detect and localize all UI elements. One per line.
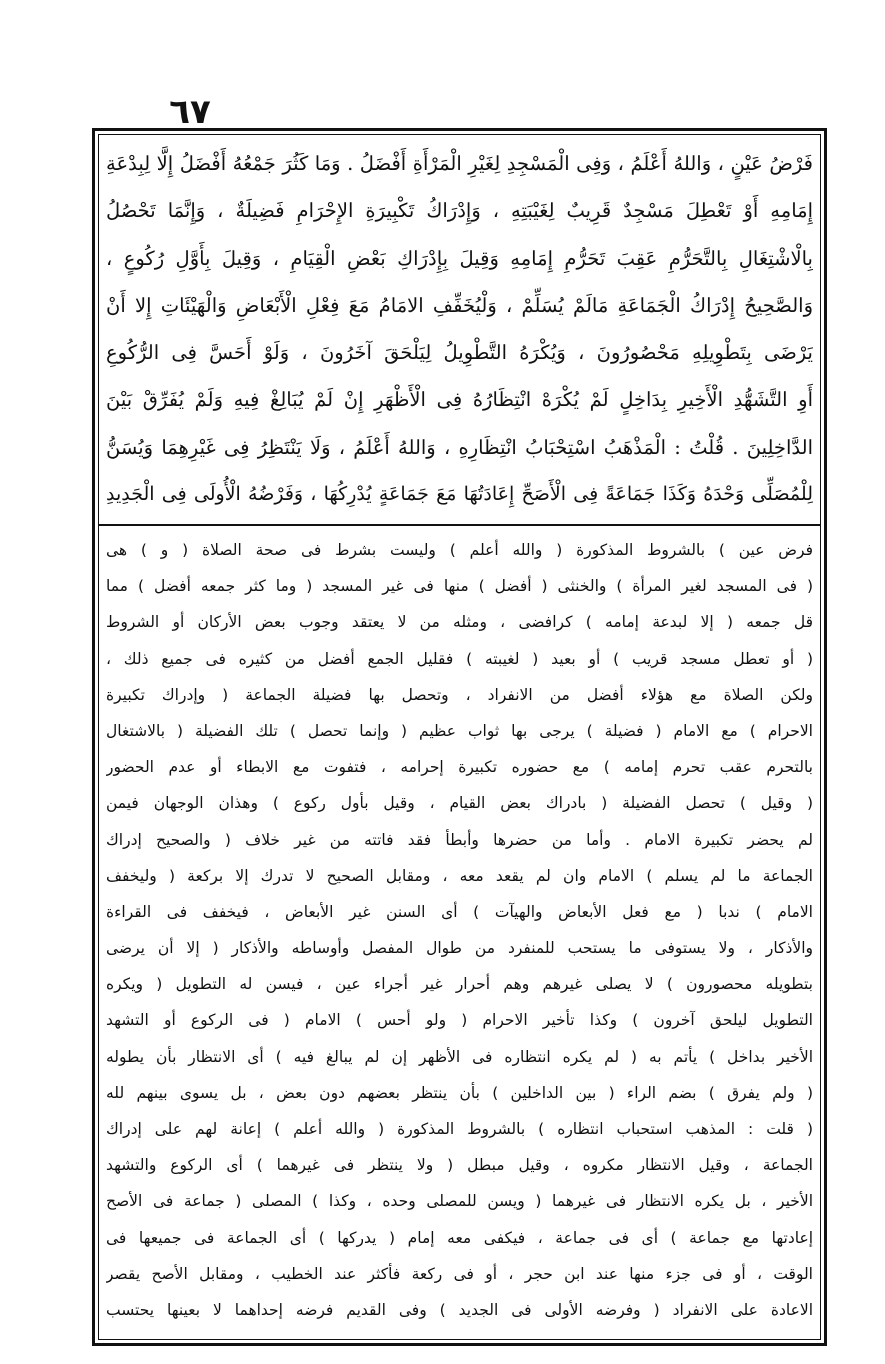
sharh-line: ( قلت : المذهب استحباب انتظاره ) بالشروط المذكورة ( والله أعلم ) إعانة لهم على إدراك (106, 1120, 813, 1138)
sharh-line: ( فى المسجد لغير المرأة ) والخنثى ( أفضل ) منها فى غير المسجد ( وما كثر جمعه أفضل ) مما (106, 577, 813, 596)
page-number: ٦٧ (169, 92, 211, 132)
sharh-line: الأخير بداخل ) يأتم به ( لم يكره انتظاره فى الأظهر إن لم يبالغ فيه ) أى الانتظار بأن يطوله (106, 1047, 813, 1066)
matn-sharh-divider (98, 524, 821, 526)
matn-line: يَرْضَى بِتَطْوِيلِهِ مَحْصُورُونَ ، وَيُكْرَهُ التَّطْوِيلُ لِيَلْحَقَ آخَرُونَ ، وَلَوْ أَحَسَّ فِى الرُّكُوعِ (106, 341, 813, 365)
sharh-line: بتطويله محصورون ) لا يصلى غيرهم وهم أحرار غير أجراء عين ، فيسن له التطويل ( ويكره (106, 975, 813, 994)
sharh-line: ( ولم يفرق ) بضم الراء ( بين الداخلين ) بأن ينتظر بعضهم دون بعض ، بل يسوى بينهم لله (106, 1083, 813, 1102)
sharh-line: الأخير ، بل يكره الانتظار فى غيرهما ( ويسن للمصلى وحده ، وكذا ) المصلى ( جماعة فى الأصح (106, 1192, 813, 1211)
sharh-line: فرض عين ) بالشروط المذكورة ( والله أعلم ) وليست بشرط فى صحة الصلاة ( و ) هى (106, 541, 813, 559)
sharh-line: والأذكار ، ولا يستوفى ما يستحب للمنفرد من طوال المفصل وأوساطه والأذكار ( إلا أن يرضى (106, 939, 813, 958)
matn-line: الدَّاخِلِينَ . قُلْتُ : الْمَذْهَبُ اسْتِحْبَابُ انْتِظَارِهِ ، وَاللهُ أَعْلَمُ ، وَلَا يَنْتَظِرُ فِى غَيْرِهِمَا وَيُسَنُّ (106, 435, 813, 459)
matn-text-block (106, 140, 813, 520)
matn-line: أَوِ التَّشَهُّدِ الْأَخِيرِ بِدَاخِلٍ لَمْ يُكْرَهْ انْتِظَارُهُ فِى الْأَظْهَرِ إِنْ لَمْ يُبَالِغْ فِيهِ وَلَمْ يُفَرِّقْ بَيْنَ (106, 388, 813, 412)
sharh-line: إعادتها مع جماعة ) أى فى جماعة ، فيكفى معه إمام ( يدركها ) أى الجماعة فى جميعها فى (106, 1228, 813, 1247)
sharh-line: الامام ) ندبا ( مع فعل الأبعاض والهيآت ) أى السنن غير الأبعاض ، فيخفف فى القراءة (106, 902, 813, 921)
matn-line: بِالْاشْتِغَالِ بِالتَّحَرُّمِ عَقِبَ تَحَرُّمِ إِمَامِهِ وَقِيلَ بِإِدْرَاكِ بَعْضِ الْقِيَامِ ، وَقِيلَ بِأَوَّلِ رُكُوعٍ ، (106, 246, 813, 270)
sharh-line: الوقت ، أو فى جزء منها عند ابن حجر ، أو فى ركعة فأكثر عند الخطيب ، ومقابل الأصح يقصر (106, 1264, 813, 1283)
sharh-line: لم يحضر تكبيرة الامام . وأما من حضرها وأبطأ فقد فاتته من غير خلاف ( والصحيح إدراك (106, 830, 813, 849)
sharh-line: بالتحرم عقب تحرم إمامه ) مع حضوره تكبيرة إحرامه ، فتفوت مع الابطاء أو عدم الحضور (106, 758, 813, 777)
sharh-line: ( أو تعطل مسجد قريب ) أو بعيد ( لغيبته ) فقليل الجمع أفضل من كثيره فى جميع ذلك ، (106, 649, 813, 668)
matn-line: وَالصَّحِيحُ إِدْرَاكُ الْجَمَاعَةِ مَالَمْ يُسَلِّمْ ، وَلْيُخَفِّفِ الامَامُ مَعَ فِعْلِ الْأَبْعَاضِ وَالْهَيْئَاتِ إِلا أَنْ (106, 293, 813, 317)
sharh-line: الجماعة ، وقيل الانتظار مكروه ، وقيل مبطل ( ولا ينتظر فى غيرهما ) أى الركوع والتشهد (106, 1156, 813, 1175)
sharh-line: ولكن الصلاة مع هؤلاء أفضل من الانفراد ، وتحصل بها فضيلة الجماعة ( وإدراك تكبيرة (106, 685, 813, 704)
matn-line: فَرْضُ عَيْنٍ ، وَاللهُ أَعْلَمُ ، وَفِى الْمَسْجِدِ لِغَيْرِ الْمَرْأَةِ أَفْضَلُ . وَمَا كَثُرَ جَمْعُهُ أَفْضَلُ إِلَّا لِبِدْعَةِ (106, 152, 813, 175)
sharh-line: ( وقيل ) تحصل الفضيلة ( بادراك بعض القيام ، وقيل بأول ركوع ) وهذان الوجهان فيمن (106, 794, 813, 813)
sharh-line: الاحرام ) مع الامام ( فضيلة ) يرجى بها ثواب عظيم ( وإنما تحصل ) تلك الفضيلة ( بالاشتغال (106, 721, 813, 740)
sharh-line: قل جمعه ( إلا لبدعة إمامه ) كرافضى ، ومثله من لا يعتقد وجوب بعض الأركان أو الشروط (106, 613, 813, 632)
matn-line: إِمَامِهِ أَوْ تَعْطِلَ مَسْجِدٌ قَرِيبٌ لِغَيْبَتِهِ ، وَإِدْرَاكُ تَكْبِيرَةِ الإِحْرَامِ فَضِيلَةٌ ، وَإِنَّمَا تَحْصُلُ (106, 199, 813, 223)
matn-line: لِلْمُصَلِّى وَحْدَهُ وَكَذَا جَمَاعَةً فِى الْأَصَحِّ إِعَادَتُهَا مَعَ جَمَاعَةٍ يُدْرِكُهَا ، وَفَرْضُهُ الْأُولَى فِى الْجَدِيدِ (106, 483, 813, 506)
sharh-text-block (106, 532, 813, 1332)
sharh-line: التطويل ليلحق آخرون ) وكذا تأخير الاحرام ( ولو أحس ) الامام ( فى الركوع أو التشهد (106, 1011, 813, 1030)
sharh-line: الاعادة على الانفراد ( وفرضه الأولى فى الجديد ) وفى القديم فرضه إحداهما لا بعينها يحتسب (106, 1300, 813, 1319)
sharh-line: الجماعة ما لم يسلم ) الامام وان لم يقعد معه ، ومقابل الصحيح لا تدرك إلا بركعة ( وليخفف (106, 866, 813, 885)
